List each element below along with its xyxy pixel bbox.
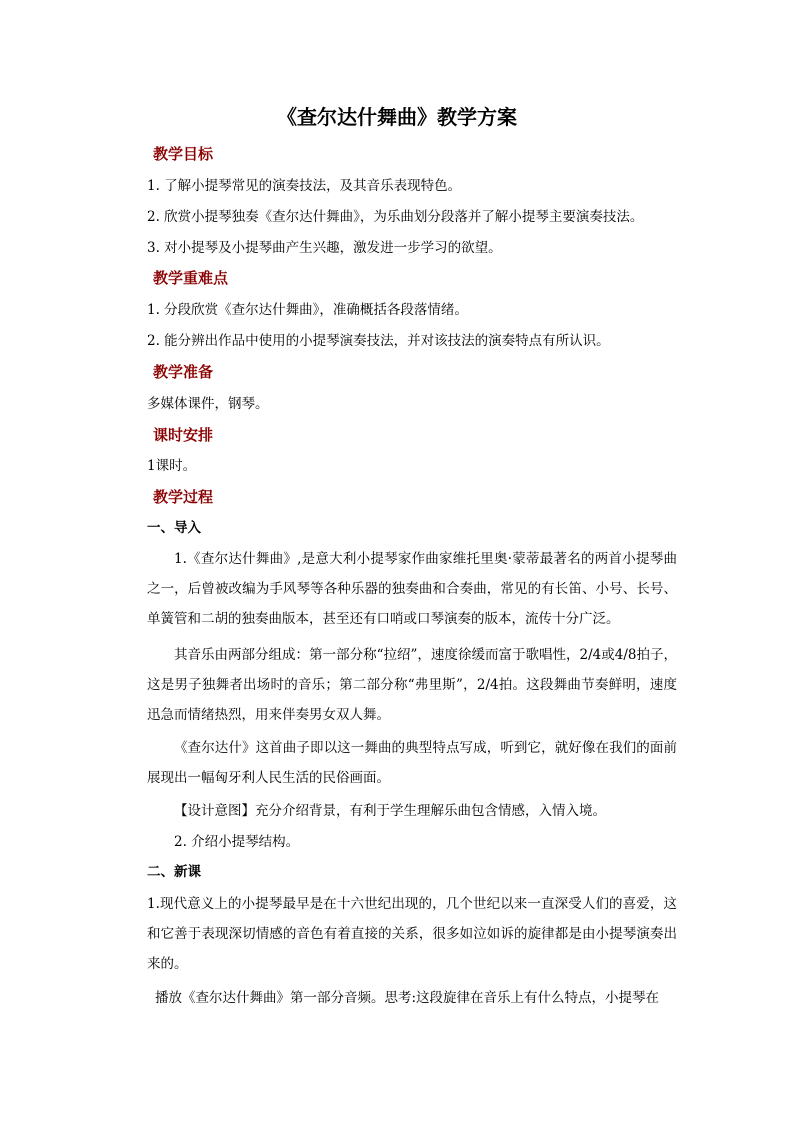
subheading-intro: 一、导入 bbox=[147, 520, 201, 536]
key-point-item-1: 1. 分段欣赏《查尔达什舞曲》，准确概括各段落情绪。 bbox=[147, 302, 468, 318]
heading-process: 教学过程 bbox=[153, 488, 214, 506]
intro-item-2: 2. 介绍小提琴结构。 bbox=[174, 834, 300, 850]
intro-paragraph-1: 1.《查尔达什舞曲》,是意大利小提琴家作曲家维托里奥·蒙蒂最著名的两首小提琴曲之一，后曾被改编为手风琴等各种乐器的独奏曲和合奏曲，常见的有长笛、小号、长号、单簧管和二胡的独奏曲版本，甚至还有口哨或口琴演奏的版本，流传十分广泛。 bbox=[147, 551, 677, 627]
goal-item-1: 1. 了解小提琴常见的演奏技法，及其音乐表现特色。 bbox=[147, 178, 462, 194]
design-intent: 【设计意图】充分介绍背景，有利于学生理解乐曲包含情感，入情入境。 bbox=[174, 803, 606, 819]
intro-paragraph-3: 《查尔达什》这首曲子即以这一舞曲的典型特点写成，听到它，就好像在我们的面前展现出一幅匈牙利人民生活的民俗画面。 bbox=[147, 740, 677, 786]
subheading-new-lesson: 二、新课 bbox=[147, 864, 201, 880]
heading-preparation: 教学准备 bbox=[153, 363, 214, 381]
heading-goals: 教学目标 bbox=[153, 145, 214, 163]
document-title: 《查尔达什舞曲》教学方案 bbox=[277, 105, 517, 129]
new-lesson-paragraph-2: 播放《查尔达什舞曲》第一部分音频。思考:这段旋律在音乐上有什么特点，小提琴在 bbox=[155, 990, 660, 1006]
goal-item-3: 3. 对小提琴及小提琴曲产生兴趣，激发进一步学习的欲望。 bbox=[147, 240, 502, 256]
schedule-text: 1课时。 bbox=[147, 458, 197, 474]
intro-paragraph-2: 其音乐由两部分组成：第一部分称“拉绍”，速度徐缓而富于歌唱性，2/4或4/8拍子，这是男子独舞者出场时的音乐；第二部分称“弗里斯”，2/4拍。这段舞曲节奏鲜明，速度迅急而情绪热烈，用来伴奏男女双人舞。 bbox=[147, 647, 677, 723]
key-point-item-2: 2. 能分辨出作品中使用的小提琴演奏技法，并对该技法的演奏特点有所认识。 bbox=[147, 333, 610, 349]
goal-item-2: 2. 欣赏小提琴独奏《查尔达什舞曲》，为乐曲划分段落并了解小提琴主要演奏技法。 bbox=[147, 209, 644, 225]
heading-schedule: 课时安排 bbox=[153, 426, 214, 444]
heading-key-points: 教学重难点 bbox=[153, 269, 229, 287]
preparation-text: 多媒体课件，钢琴。 bbox=[147, 396, 269, 412]
new-lesson-paragraph-1: 1.现代意义上的小提琴最早是在十六世纪出现的，几个世纪以来一直深受人们的喜爱，这和它善于表现深切情感的音色有着直接的关系，很多如泣如诉的旋律都是由小提琴演奏出来的。 bbox=[147, 896, 677, 972]
